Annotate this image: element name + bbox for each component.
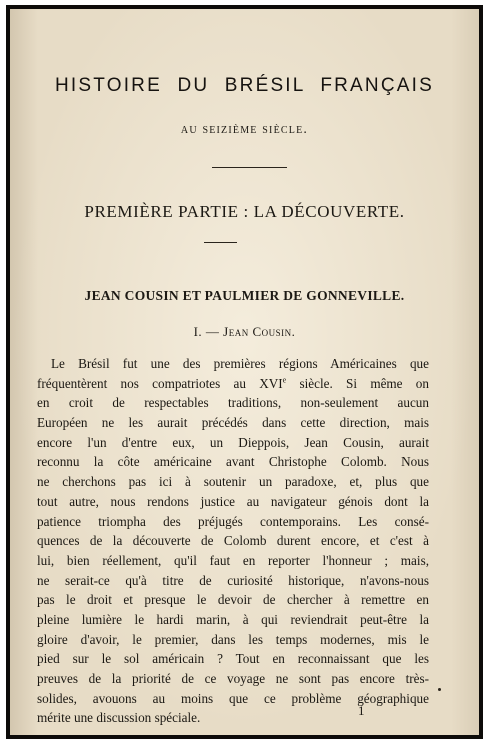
paragraph-line: tout autre, nous rendons justice au navigateur génois dont la: [37, 493, 429, 509]
paragraph-line: ne serait-ce qu'à titre de curiosité historique, n'avons-nous: [37, 572, 429, 588]
paragraph-line: pas le droit et presque le devoir de chercher à remettre en: [37, 592, 429, 608]
part-divider: [204, 242, 237, 243]
paragraph-line: patience triompha des préjugés contemporains. Les consé-: [37, 513, 429, 529]
paragraph-line: lui, bien réellement, qu'il faut en reporter l'honneur ; mais,: [37, 552, 429, 568]
part-heading: PREMIÈRE PARTIE : LA DÉCOUVERTE.: [84, 202, 405, 221]
book-subtitle: au seizième siècle.: [180, 122, 309, 137]
book-title: HISTOIRE DU BRÉSIL FRANÇAIS: [54, 75, 434, 96]
paragraph-line: Européen ne les aurait précédés dans cette direction, mais: [37, 415, 429, 431]
paragraph-line-end: siècle. Si même on: [286, 375, 429, 391]
paragraph-line: quences de la découverte de Colomb durent encore, et c'est à: [37, 533, 429, 549]
century-superscript: e: [282, 375, 287, 385]
page-number: 1: [358, 703, 365, 718]
subsection-heading: [10, 324, 479, 340]
paragraph-line: [37, 374, 429, 394]
paragraph-line: reconnu la côte américaine avant Christophe Colomb. Nous: [37, 454, 429, 470]
paragraph-line: pied sur le sol américain ? Tout en reconnaissant que les: [37, 651, 429, 667]
book-page: [10, 9, 479, 735]
paragraph-line: pleine lumière le hardi marin, à qui reviendrait peut-être la: [37, 611, 429, 627]
body-paragraph: [37, 354, 429, 728]
subsection-name: Jean Cousin.: [223, 324, 296, 339]
paragraph-line: preuves de la priorité de ce voyage ne sont pas encore très-: [37, 671, 429, 686]
title-divider: [212, 167, 287, 168]
paragraph-line: ne cherchons pas ici à soutenir un paradoxe, et, plus que: [37, 474, 429, 490]
paragraph-line-start: fréquentèrent nos compatriotes au XVI: [37, 375, 283, 391]
subsection-number: I. —: [193, 324, 220, 339]
paragraph-line: solides, avouons au moins que ce problème géographique: [37, 690, 429, 706]
paragraph-line: en croit de respectables traditions, non-seulement aucun: [37, 395, 429, 411]
paragraph-line: mérite une discussion spéciale.: [37, 710, 201, 726]
ink-speck: [438, 688, 441, 691]
paragraph-line: encore l'un d'entre eux, un Dieppois, Jean Cousin, aurait: [37, 434, 429, 450]
paragraph-line: Le Brésil fut une des premières régions Américaines que: [51, 356, 429, 371]
section-heading: JEAN COUSIN ET PAULMIER DE GONNEVILLE.: [84, 288, 405, 303]
paragraph-line: gloire d'avoir, le premier, dans les temps modernes, mis le: [37, 631, 429, 647]
